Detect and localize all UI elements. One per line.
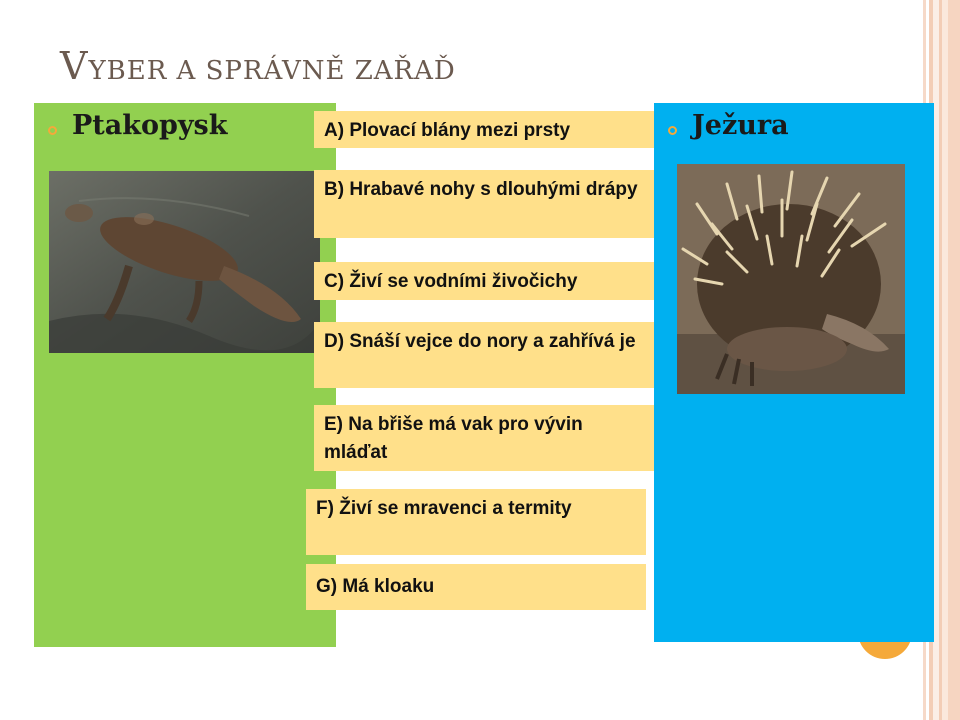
card-label: C) Živí se vodními živočichy [324,271,578,292]
card-b[interactable] [314,170,654,238]
card-e[interactable] [314,405,654,471]
card-label: E) Na břiše má vak pro vývin mláďat [324,414,583,463]
slide-title [60,44,456,88]
card-a[interactable] [314,111,654,148]
title-initial: V [60,44,89,88]
platypus-heading: Ptakopysk [72,110,228,141]
bullet-icon [48,126,57,135]
title-rest: YBER A SPRÁVNĚ ZAŘAĎ [88,56,456,86]
card-label: F) Živí se mravenci a termity [316,498,572,519]
echidna-heading: Ježura [692,110,789,141]
card-f[interactable] [306,489,646,555]
card-label: D) Snáší vejce do nory a zahřívá je [324,331,636,352]
echidna-photo [677,164,905,394]
bullet-icon [668,126,677,135]
card-label: G) Má kloaku [316,576,435,597]
card-label: A) Plovací blány mezi prsty [324,120,571,141]
card-g[interactable] [306,564,646,610]
platypus-photo [49,171,320,353]
card-c[interactable] [314,262,654,300]
card-d[interactable] [314,322,654,388]
card-label: B) Hrabavé nohy s dlouhými drápy [324,179,638,200]
